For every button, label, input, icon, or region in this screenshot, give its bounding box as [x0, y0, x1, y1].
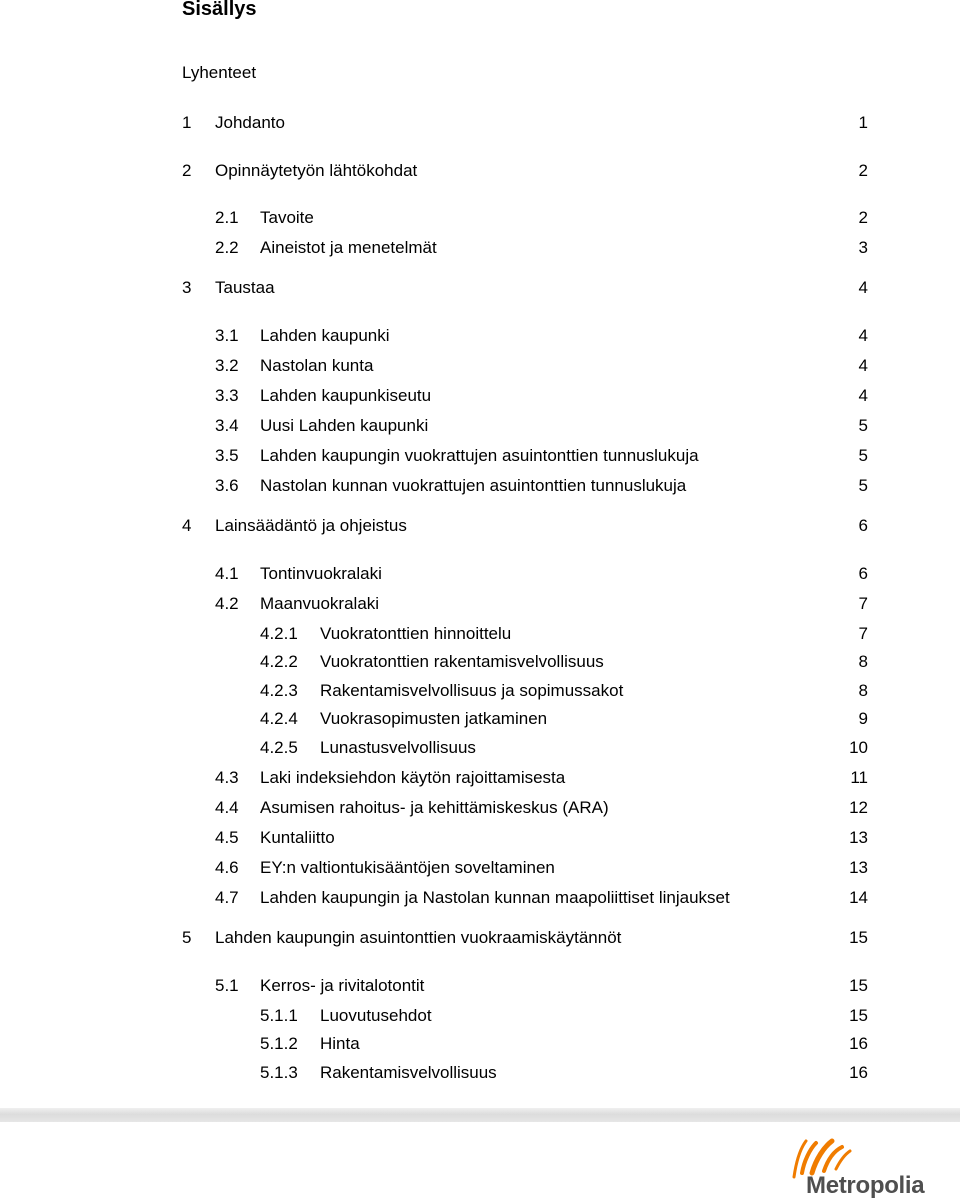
- toc-entry-page: 16: [849, 1034, 868, 1053]
- toc-entry[interactable]: [0, 650, 960, 674]
- toc-entry[interactable]: [0, 796, 960, 820]
- toc-entry-page: 4: [858, 278, 868, 297]
- toc-entry-number: 2: [182, 161, 192, 180]
- toc-entry[interactable]: [0, 1004, 960, 1028]
- toc-entry-title: Laki indeksiehdon käytön rajoittamisesta: [260, 768, 566, 787]
- toc-entry[interactable]: [0, 926, 960, 950]
- toc-entry-title: Rakentamisvelvollisuus: [320, 1063, 497, 1082]
- toc-entry[interactable]: [0, 826, 960, 850]
- toc-entry[interactable]: [0, 1032, 960, 1056]
- toc-entry-number: 2.1: [215, 208, 239, 227]
- toc-entry-title: Lahden kaupungin vuokrattujen asuintonttien tunnuslukuja: [260, 446, 699, 465]
- toc-entry-page: 1: [858, 113, 868, 132]
- toc-entry[interactable]: [0, 886, 960, 910]
- toc-entry[interactable]: [0, 444, 960, 468]
- toc-entry-page: 14: [849, 888, 868, 907]
- toc-entry-page: 2: [858, 161, 868, 180]
- toc-entry-title: Vuokratonttien hinnoittelu: [320, 624, 512, 643]
- toc-entry-title: Lahden kaupungin asuintonttien vuokraamiskäytännöt: [215, 928, 622, 947]
- toc-entry-page: 13: [849, 858, 868, 877]
- toc-entry-number: 4.2.5: [260, 738, 298, 757]
- toc-entry[interactable]: [0, 276, 960, 300]
- toc-entry-page: 2: [858, 208, 868, 227]
- toc-entry[interactable]: [0, 111, 960, 135]
- metropolia-logo-text: Metropolia: [806, 1172, 925, 1199]
- toc-entry-title: Nastolan kunnan vuokrattujen asuintonttien tunnuslukuja: [260, 476, 687, 495]
- toc-entry[interactable]: [0, 61, 960, 85]
- toc-entry-title: Luovutusehdot: [320, 1006, 432, 1025]
- toc-entry-page: 4: [858, 386, 868, 405]
- toc-entry-number: 3.1: [215, 326, 239, 345]
- toc-entry[interactable]: [0, 766, 960, 790]
- toc-entry-page: 5: [858, 476, 868, 495]
- toc-entry-number: 4.6: [215, 858, 239, 877]
- toc-entry-number: 3: [182, 278, 192, 297]
- toc-entry[interactable]: [0, 592, 960, 616]
- toc-entry-number: 4.3: [215, 768, 239, 787]
- toc-entry-page: 15: [849, 976, 868, 995]
- toc-entry-title: Asumisen rahoitus- ja kehittämiskeskus (ARA): [260, 798, 609, 817]
- toc-entry-page: 15: [849, 1006, 868, 1025]
- toc-entry-title: Johdanto: [215, 113, 285, 132]
- toc-entry-title: Vuokrasopimusten jatkaminen: [320, 709, 548, 728]
- toc-entry-page: 4: [858, 326, 868, 345]
- toc-entry-title: Hinta: [320, 1034, 360, 1053]
- footer-band: [0, 1108, 960, 1122]
- toc-entry-number: 5.1.2: [260, 1034, 298, 1053]
- toc-entry-page: 8: [858, 652, 868, 671]
- toc-entry-page: 5: [858, 446, 868, 465]
- toc-entry-number: 4.2.2: [260, 652, 298, 671]
- toc-entry[interactable]: [0, 1061, 960, 1085]
- toc-entry-number: 5: [182, 928, 192, 947]
- toc-entry[interactable]: [0, 414, 960, 438]
- toc-entry[interactable]: [0, 324, 960, 348]
- toc-entry-title: Lunastusvelvollisuus: [320, 738, 476, 757]
- toc-entry[interactable]: [0, 679, 960, 703]
- toc-entry-number: 1: [182, 113, 192, 132]
- toc-entry-page: 13: [849, 828, 868, 847]
- toc-entry[interactable]: [0, 384, 960, 408]
- toc-entry-title: Maanvuokralaki: [260, 594, 380, 613]
- toc-entry-number: 3.5: [215, 446, 239, 465]
- toc-entry[interactable]: [0, 707, 960, 731]
- toc-entry[interactable]: [0, 206, 960, 230]
- toc-entry-number: 4.7: [215, 888, 239, 907]
- toc-entry-title: Kerros- ja rivitalotontit: [260, 976, 425, 995]
- toc-entry-title: Lahden kaupungin ja Nastolan kunnan maapoliittiset linjaukset: [260, 888, 730, 907]
- toc-entry[interactable]: [0, 974, 960, 998]
- toc-entry-title: Nastolan kunta: [260, 356, 374, 375]
- toc-entry-title: EY:n valtiontukisääntöjen soveltaminen: [260, 858, 555, 877]
- toc-entry-page: 6: [858, 516, 868, 535]
- toc-entry-title: Vuokratonttien rakentamisvelvollisuus: [320, 652, 604, 671]
- toc-entry-title: Taustaa: [215, 278, 275, 297]
- toc-entry-title: Lahden kaupunkiseutu: [260, 386, 432, 405]
- toc-entry-page: 15: [849, 928, 868, 947]
- toc-entry-number: 4.5: [215, 828, 239, 847]
- toc-entry[interactable]: [0, 236, 960, 260]
- toc-entry-page: 7: [858, 594, 868, 613]
- toc-entry[interactable]: [0, 736, 960, 760]
- toc-entry-number: 3.6: [215, 476, 239, 495]
- toc-entry-title: Lainsäädäntö ja ohjeistus: [215, 516, 407, 535]
- toc-entry-number: 4: [182, 516, 192, 535]
- toc-entry-number: 4.2.4: [260, 709, 298, 728]
- toc-entry-number: 3.3: [215, 386, 239, 405]
- toc-entry-number: 5.1.3: [260, 1063, 298, 1082]
- toc-entry-title: Aineistot ja menetelmät: [260, 238, 437, 257]
- toc-entry-title: Tontinvuokralaki: [260, 564, 382, 583]
- toc-entry-number: 4.2.3: [260, 681, 298, 700]
- toc-entry-page: 3: [858, 238, 868, 257]
- toc-entry[interactable]: [0, 622, 960, 646]
- toc-entry-page: 8: [858, 681, 868, 700]
- toc-entry-page: 11: [850, 768, 868, 787]
- toc-entry-title: Opinnäytetyön lähtökohdat: [215, 161, 418, 180]
- toc-entry[interactable]: [0, 159, 960, 183]
- toc-entry-page: 6: [858, 564, 868, 583]
- toc-entry-title: Lyhenteet: [182, 63, 257, 82]
- toc-entry-number: 4.2: [215, 594, 239, 613]
- toc-entry-title: Uusi Lahden kaupunki: [260, 416, 429, 435]
- toc-entry-title: Kuntaliitto: [260, 828, 335, 847]
- toc-entry-page: 5: [858, 416, 868, 435]
- toc-entry-page: 16: [849, 1063, 868, 1082]
- toc-entry-title: Lahden kaupunki: [260, 326, 390, 345]
- toc-entry-number: 3.4: [215, 416, 239, 435]
- toc-entry-page: 4: [858, 356, 868, 375]
- toc-entry-title: Rakentamisvelvollisuus ja sopimussakot: [320, 681, 624, 700]
- toc-entry-number: 4.4: [215, 798, 239, 817]
- toc-entry-page: 10: [849, 738, 868, 757]
- toc-entry-number: 5.1: [215, 976, 239, 995]
- toc-entry-page: 12: [849, 798, 868, 817]
- toc-entry[interactable]: [0, 856, 960, 880]
- toc-entry-number: 4.2.1: [260, 624, 298, 643]
- toc-entry-number: 2.2: [215, 238, 239, 257]
- toc-entry-number: 4.1: [215, 564, 239, 583]
- toc-entry-page: 9: [858, 709, 868, 728]
- toc-entry[interactable]: [0, 474, 960, 498]
- toc-entry-number: 5.1.1: [260, 1006, 298, 1025]
- toc-entry-number: 3.2: [215, 356, 239, 375]
- toc-entry-title: Tavoite: [260, 208, 314, 227]
- toc-entry[interactable]: [0, 562, 960, 586]
- page-title: Sisällys: [182, 0, 257, 20]
- toc-entry-page: 7: [858, 624, 868, 643]
- toc-entry[interactable]: [0, 514, 960, 538]
- toc-entry[interactable]: [0, 354, 960, 378]
